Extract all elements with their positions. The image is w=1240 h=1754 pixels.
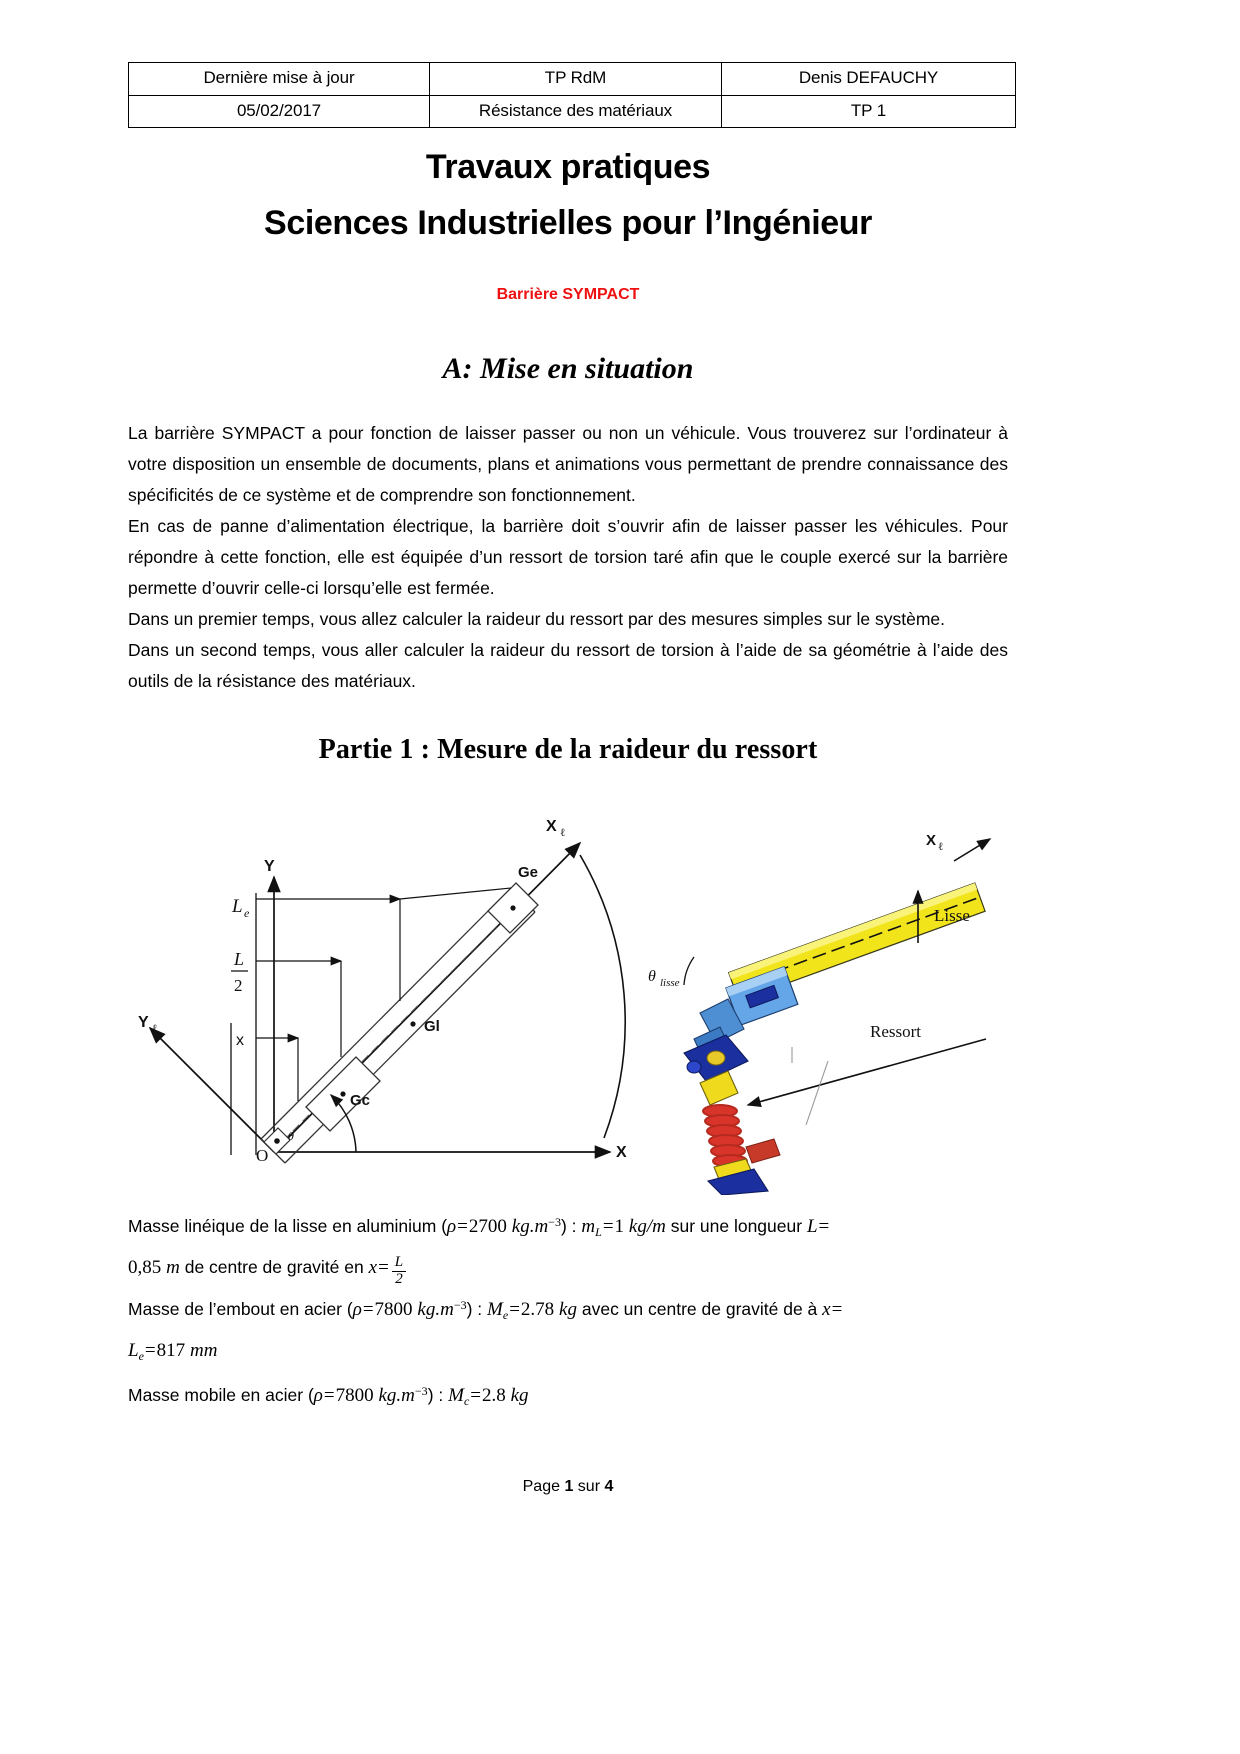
paragraph-4: Dans un second temps, vous aller calculer la raideur du ressort de torsion à l’aide de sa géométrie à l’aide des outils de la résistance des matériaux. — [128, 640, 1008, 691]
value-2700: 2700 — [468, 1216, 507, 1237]
unit-kg-2: kg — [510, 1384, 529, 1406]
figure-label-gc: Gc — [350, 1092, 371, 1109]
section-heading-a: A: Mise en situation — [442, 352, 694, 385]
figure-label-axis-xl: X — [546, 818, 557, 835]
exponent-minus-3: −3 — [548, 1215, 561, 1229]
formula-5-prefix: Masse mobile en acier ( — [128, 1384, 314, 1405]
unit-kg-m: kg.m — [511, 1216, 549, 1237]
figure-label-theta-sub: lisse — [660, 977, 680, 989]
value-817: 817 — [156, 1339, 186, 1361]
figure-label-axis-xl-right: X — [926, 832, 937, 849]
footer-total-pages: 4 — [604, 1478, 614, 1495]
figure-label-origin: O — [256, 1146, 269, 1165]
figure-callout-ressort: Ressort — [870, 1022, 921, 1041]
header-cell-subject: Résistance des matériaux — [430, 95, 722, 128]
paragraph-1: La barrière SYMPACT a pour fonction de laisser passer ou non un véhicule. Vous trouverez sur l’ordinateur à votre disposition un ensemble de documents, plans et animations vous permettant de prendre connaissance des spécificités de ce système et de comprendre son fonctionnement. — [128, 423, 1008, 505]
figure-spring-coil — [703, 1105, 747, 1167]
symbol-Me-sub: e — [502, 1307, 509, 1322]
footer-prefix: Page — [522, 1478, 565, 1495]
symbol-L: L — [806, 1216, 818, 1237]
symbol-Me: M — [487, 1298, 503, 1320]
figure-label-ge: Ge — [518, 864, 539, 881]
value-28: 2.8 — [482, 1384, 506, 1406]
figure-label-axis-yl: Y — [138, 1014, 149, 1031]
paragraph-2: En cas de panne d’alimentation électrique, la barrière doit s’ouvrir afin de laisser passer les véhicules. Pour répondre à cette fonction, elle est équipée d’un ressort de torsion taré afin que le couple exercé sur la barrière permette d’ouvrir celle-ci lorsqu’elle est fermée. — [128, 516, 1008, 598]
symbol-equals-10: = — [470, 1384, 481, 1406]
table-row — [129, 95, 1016, 128]
figure-label-axis-yl-sub: ℓ — [152, 1023, 158, 1035]
symbol-Le-sub: e — [138, 1348, 144, 1363]
fraction-l-over-2 — [392, 1255, 406, 1288]
symbol-equals-9: = — [323, 1384, 335, 1406]
unit-kg-m-3: kg.m — [378, 1384, 415, 1406]
value-278: 2.78 — [520, 1298, 555, 1320]
symbol-rho-2: ρ — [352, 1298, 362, 1320]
symbol-x: x — [368, 1257, 378, 1278]
symbol-equals-3: = — [818, 1216, 830, 1237]
unit-mm: mm — [190, 1339, 218, 1361]
symbol-equals: = — [457, 1216, 468, 1237]
symbol-Mc: M — [448, 1384, 464, 1406]
figure-label-le: L — [232, 896, 243, 917]
header-cell-last-update-label: Dernière mise à jour — [129, 63, 430, 96]
page-footer — [128, 1478, 1008, 1496]
symbol-x-2: x — [822, 1298, 831, 1320]
symbol-Mc-sub: c — [463, 1393, 470, 1408]
header-cell-tp-name: TP RdM — [430, 63, 722, 96]
figure-right-3d-model — [648, 832, 990, 1195]
formula-1-prefix: Masse linéique de la lisse en aluminium ( — [128, 1216, 448, 1236]
formula-line-1 — [128, 1205, 1008, 1250]
formula-2-mid: de centre de gravité en — [184, 1257, 364, 1277]
formula-line-3 — [128, 1288, 1008, 1333]
unit-kg: kg — [559, 1298, 577, 1320]
value-7800: 7800 — [374, 1298, 413, 1320]
exponent-minus-3-c: −3 — [414, 1383, 428, 1398]
symbol-rho-3: ρ — [313, 1384, 323, 1406]
figure-label-axis-y: Y — [264, 858, 275, 875]
figure-label-le-sub: e — [244, 906, 250, 920]
intro-text-block — [128, 418, 1008, 697]
unit-m: m — [166, 1257, 180, 1278]
formula-3-prefix: Masse de l’embout en acier ( — [128, 1298, 353, 1319]
page-title-line1: Travaux pratiques — [425, 148, 711, 186]
formula-1-suffix: sur une longueur — [670, 1216, 803, 1236]
symbol-equals-7: = — [831, 1298, 843, 1320]
formula-line-5 — [128, 1374, 1008, 1419]
header-cell-tp-number: TP 1 — [722, 95, 1016, 128]
figure-callout-lisse: Lisse — [934, 906, 970, 925]
section-heading-partie-1: Partie 1 : Mesure de la raideur du ressort — [318, 734, 818, 765]
figure-label-theta-small: θ — [288, 1129, 294, 1143]
header-cell-date: 05/02/2017 — [129, 95, 430, 128]
figure-label-theta: θ — [648, 968, 656, 985]
given-data-formulas — [128, 1205, 1008, 1419]
formula-5-mid: ) : — [427, 1384, 444, 1405]
symbol-equals-4: = — [378, 1257, 389, 1278]
exponent-minus-3-b: −3 — [453, 1297, 467, 1312]
symbol-mL: m — [581, 1216, 596, 1237]
formula-line-4 — [128, 1333, 1008, 1374]
paragraph-3: Dans un premier temps, vous allez calculer la raideur du ressort par des mesures simples sur le système. — [128, 609, 945, 629]
figure-barriere-schema — [128, 795, 1008, 1195]
table-row — [129, 63, 1016, 96]
symbol-equals-2: = — [602, 1216, 614, 1237]
formula-1-mid: ) : — [560, 1216, 577, 1236]
figure-label-l-half-num: L — [234, 949, 245, 969]
figure-label-x-var: x — [236, 1032, 244, 1049]
value-1: 1 — [614, 1216, 625, 1237]
footer-page-number: 1 — [564, 1478, 574, 1495]
symbol-Le: L — [128, 1339, 139, 1361]
unit-kg-per-m: kg/m — [628, 1216, 666, 1237]
page-title-line2: Sciences Industrielles pour l’Ingénieur — [264, 204, 872, 242]
figure-label-gl: Gl — [424, 1018, 440, 1035]
document-header-table — [128, 62, 1016, 128]
figure-label-axis-xl-right-sub: ℓ — [938, 841, 944, 853]
symbol-equals-6: = — [509, 1298, 520, 1320]
figure-label-l-half-den: 2 — [234, 976, 243, 995]
figure-label-axis-x: X — [616, 1144, 627, 1161]
page-subtitle: Barrière SYMPACT — [496, 286, 640, 303]
value-085: 0,85 — [128, 1257, 162, 1278]
unit-kg-m-2: kg.m — [417, 1298, 454, 1320]
formula-3-suffix: avec un centre de gravité de à — [581, 1298, 818, 1319]
figure-left-schematic — [138, 818, 627, 1165]
figure-label-axis-xl-sub: ℓ — [560, 827, 566, 839]
formula-3-mid: ) : — [466, 1298, 483, 1319]
footer-middle: sur — [573, 1478, 605, 1495]
fraction-numerator: L — [394, 1254, 404, 1271]
symbol-mL-sub: L — [595, 1225, 602, 1239]
formula-line-2 — [128, 1250, 1008, 1288]
fraction-denominator: 2 — [392, 1271, 406, 1288]
symbol-equals-5: = — [362, 1298, 374, 1320]
header-cell-author: Denis DEFAUCHY — [722, 63, 1016, 96]
value-7800-b: 7800 — [335, 1384, 374, 1406]
symbol-rho: ρ — [447, 1216, 457, 1237]
symbol-equals-8: = — [144, 1339, 156, 1361]
